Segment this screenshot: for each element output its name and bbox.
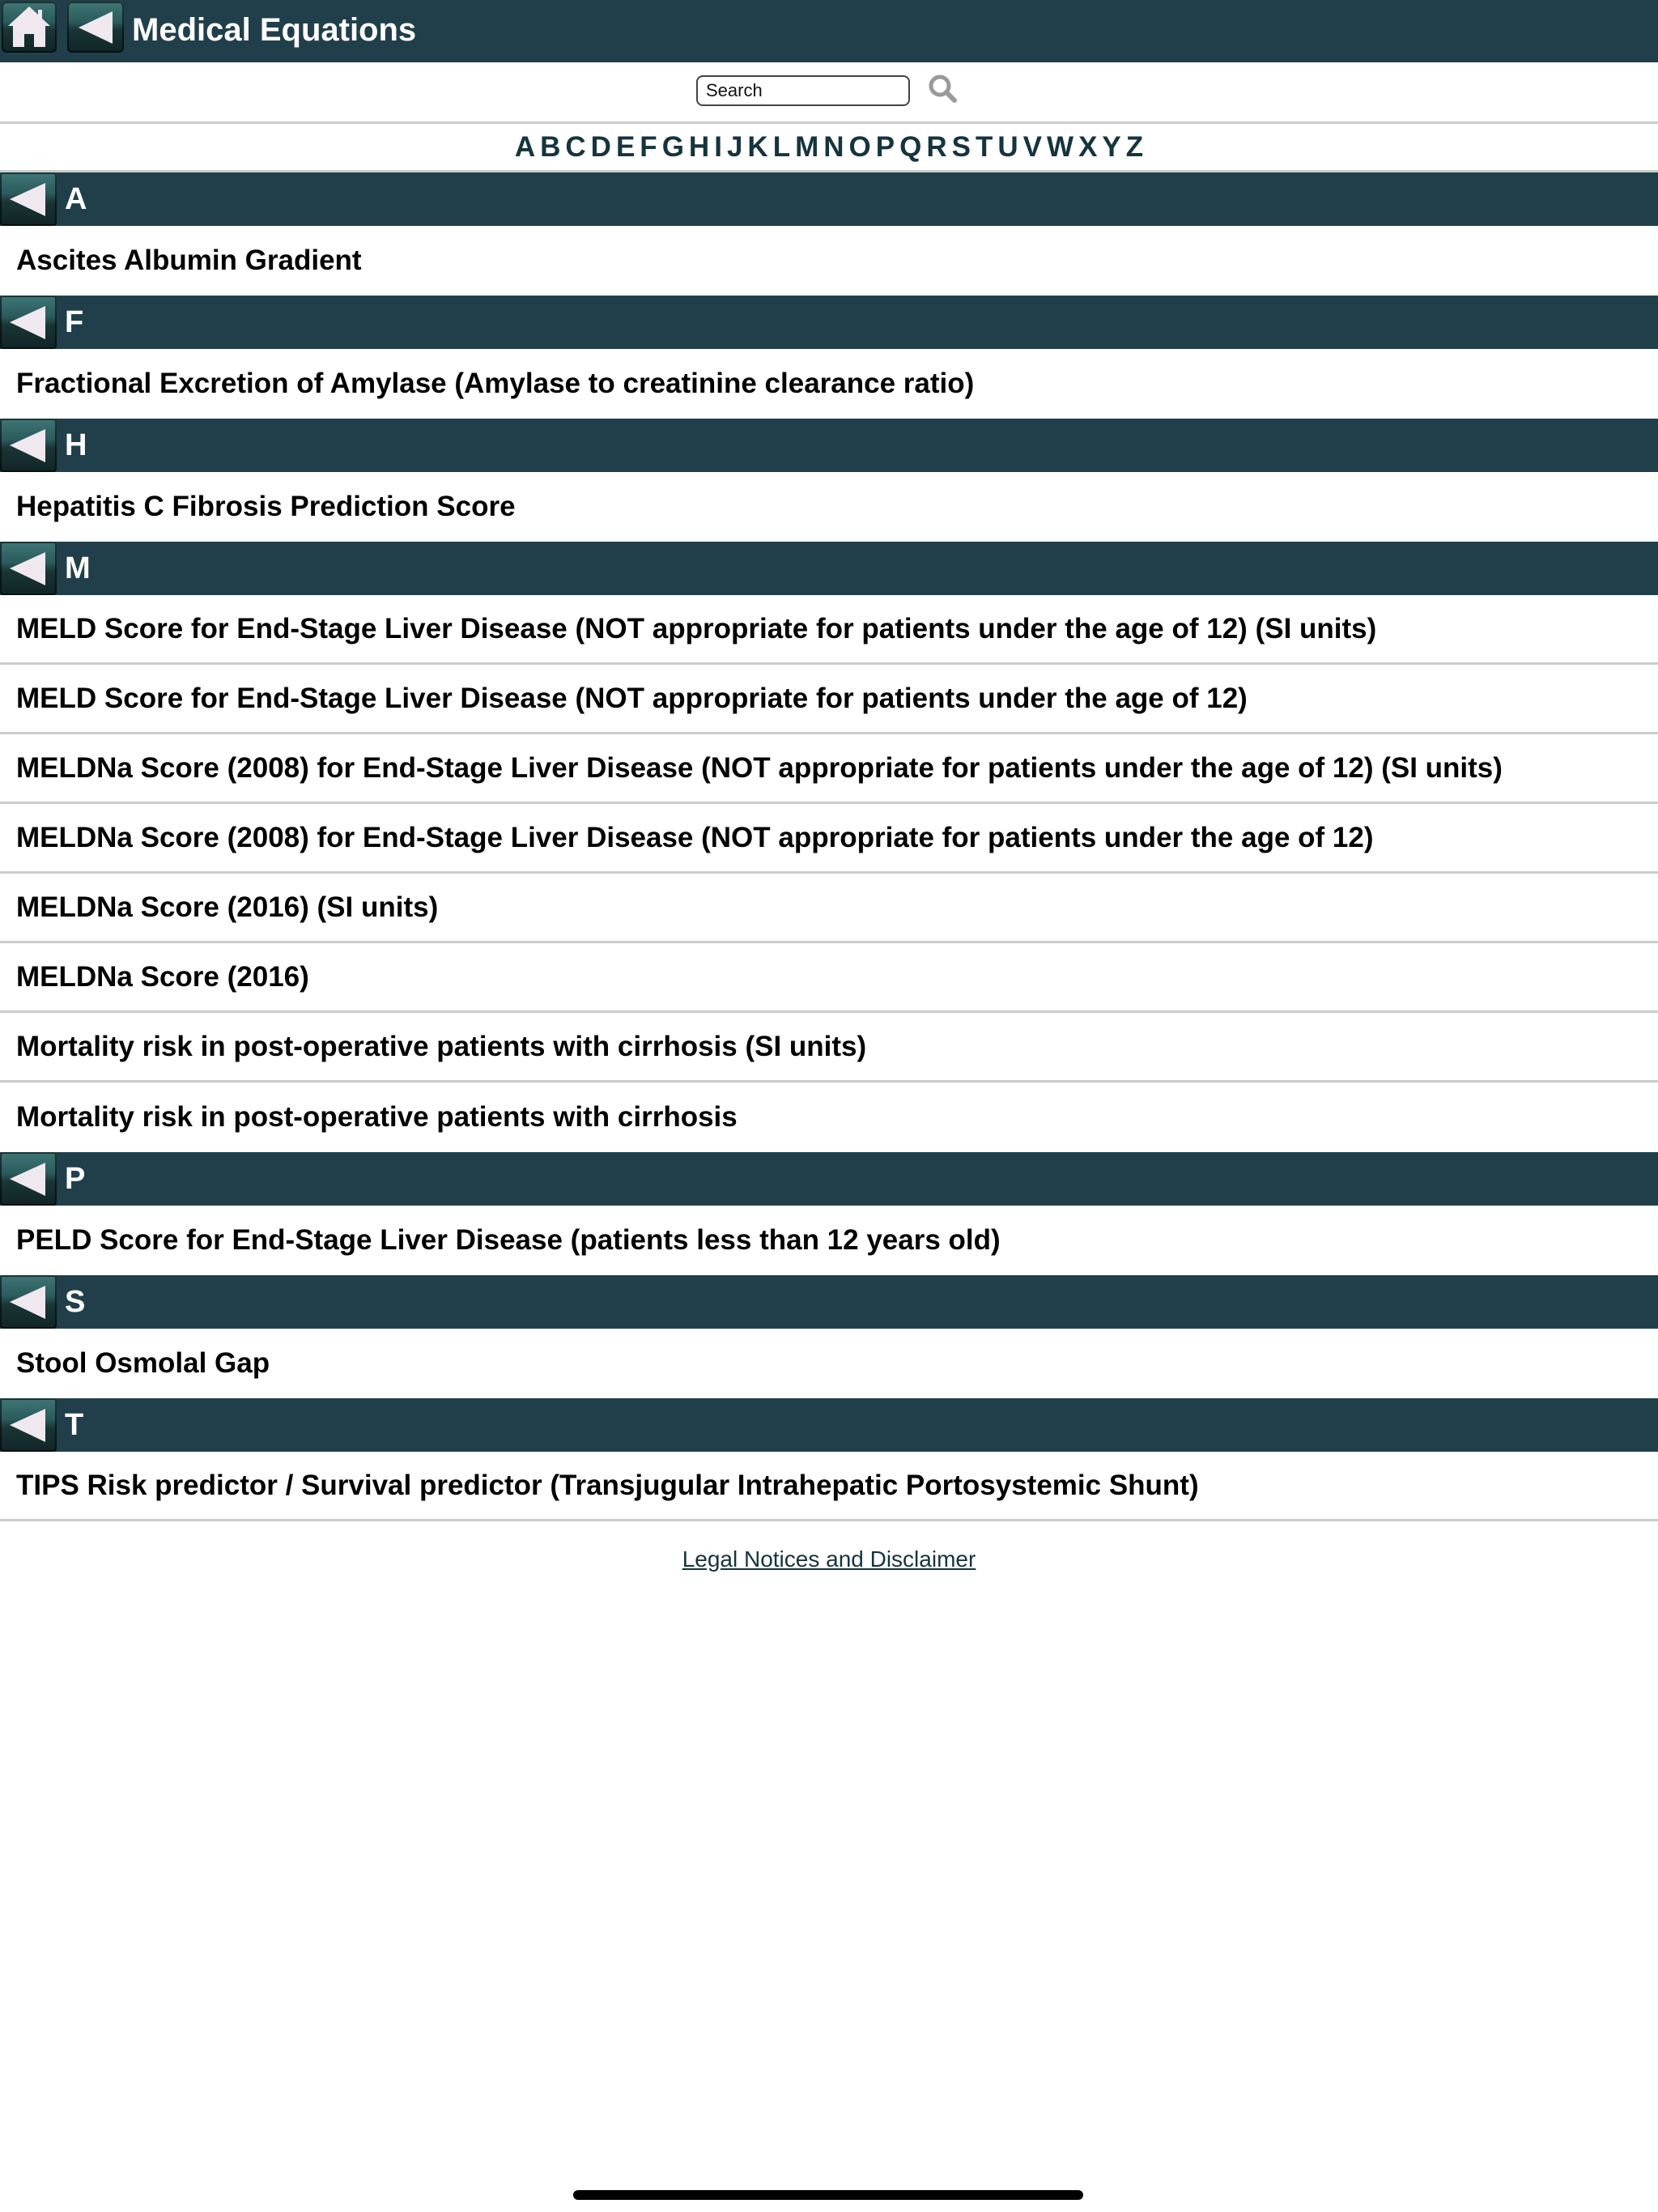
alphabet-index (0, 124, 1658, 172)
section-header-t (0, 1398, 1658, 1452)
alphabet-link-g[interactable]: G (661, 131, 684, 163)
back-arrow-icon (0, 172, 57, 226)
list-item-label: TIPS Risk predictor / Survival predictor (Transjugular Intrahepatic Portosystemic Shunt) (16, 1469, 1199, 1501)
section-back-button[interactable] (0, 296, 57, 349)
list-item-label: Hepatitis C Fibrosis Prediction Score (16, 491, 516, 522)
home-button[interactable] (2, 2, 57, 53)
list-item[interactable] (0, 472, 1658, 542)
section-header-h (0, 419, 1658, 472)
alphabet-link-h[interactable]: H (688, 131, 710, 163)
alphabet-link-t[interactable]: T (975, 131, 993, 163)
list-item[interactable] (0, 349, 1658, 419)
alphabet-link-n[interactable]: N (823, 131, 844, 163)
section-letter: T (65, 1408, 84, 1442)
list-item[interactable] (0, 226, 1658, 296)
back-arrow-icon (0, 296, 57, 349)
home-icon (2, 2, 57, 53)
section-back-button[interactable] (0, 172, 57, 226)
section-back-button[interactable] (0, 419, 57, 472)
alphabet-link-k[interactable]: K (747, 131, 768, 163)
list-item-label: Fractional Excretion of Amylase (Amylase to creatinine clearance ratio) (16, 368, 975, 399)
section-header-s (0, 1275, 1658, 1329)
alphabet-link-q[interactable]: Q (899, 131, 922, 163)
list-item-label: MELDNa Score (2016) (SI units) (16, 891, 439, 923)
section-header-m (0, 542, 1658, 595)
back-button[interactable] (67, 2, 124, 53)
alphabet-link-y[interactable]: Y (1102, 131, 1121, 163)
search-bar (0, 62, 1658, 124)
list-item[interactable] (0, 874, 1658, 943)
back-arrow-icon (67, 2, 124, 53)
list-item-label: Mortality risk in post-operative patients with cirrhosis (SI units) (16, 1030, 867, 1062)
alphabet-link-b[interactable]: B (540, 131, 561, 163)
list-item[interactable] (0, 943, 1658, 1013)
alphabet-link-c[interactable]: C (565, 131, 586, 163)
list-item[interactable] (0, 1206, 1658, 1275)
list-item[interactable] (0, 1329, 1658, 1398)
list-item-label: PELD Score for End-Stage Liver Disease (patients less than 12 years old) (16, 1224, 1001, 1256)
back-arrow-icon (0, 419, 57, 472)
alphabet-link-m[interactable]: M (795, 131, 819, 163)
list-item[interactable] (0, 804, 1658, 874)
search-button[interactable] (925, 71, 961, 107)
page-title: Medical Equations (132, 12, 417, 48)
alphabet-link-l[interactable]: L (772, 131, 791, 163)
section-letter: H (65, 428, 87, 462)
alphabet-link-r[interactable]: R (926, 131, 947, 163)
alphabet-link-s[interactable]: S (951, 131, 971, 163)
list-item[interactable] (0, 1013, 1658, 1083)
alphabet-link-x[interactable]: X (1078, 131, 1098, 163)
back-arrow-icon (0, 1398, 57, 1452)
list-item-label: MELDNa Score (2008) for End-Stage Liver Disease (NOT appropriate for patients under the age of 12) (SI units) (16, 751, 1503, 784)
list-item[interactable] (0, 1083, 1658, 1152)
home-indicator (573, 2190, 1083, 2200)
section-header-a (0, 172, 1658, 226)
back-arrow-icon (0, 542, 57, 595)
alphabet-link-w[interactable]: W (1047, 131, 1074, 163)
alphabet-link-i[interactable]: I (714, 131, 722, 163)
list-item-label: MELDNa Score (2016) (16, 960, 309, 993)
section-header-f (0, 296, 1658, 349)
list-item-label: MELD Score for End-Stage Liver Disease (NOT appropriate for patients under the age of 12) (SI units) (16, 612, 1377, 644)
alphabet-link-j[interactable]: J (726, 131, 743, 163)
list-item-label: MELD Score for End-Stage Liver Disease (NOT appropriate for patients under the age of 12) (16, 682, 1248, 714)
section-letter: S (65, 1285, 86, 1319)
alphabet-link-a[interactable]: A (514, 131, 536, 163)
search-icon (925, 71, 961, 107)
section-back-button[interactable] (0, 1275, 57, 1329)
alphabet-link-z[interactable]: Z (1125, 131, 1144, 163)
equation-list (0, 172, 1658, 1521)
list-item[interactable] (0, 665, 1658, 734)
section-back-button[interactable] (0, 1398, 57, 1452)
legal-notices-link[interactable]: Legal Notices and Disclaimer (682, 1546, 976, 1572)
section-back-button[interactable] (0, 1152, 57, 1206)
alphabet-link-u[interactable]: U (997, 131, 1018, 163)
section-letter: F (65, 305, 84, 339)
list-item-label: Mortality risk in post-operative patients with cirrhosis (16, 1101, 738, 1133)
alphabet-link-o[interactable]: O (848, 131, 871, 163)
list-item-label: Stool Osmolal Gap (16, 1347, 270, 1379)
list-item[interactable] (0, 734, 1658, 804)
alphabet-link-f[interactable]: F (640, 131, 657, 163)
list-item-label: Ascites Albumin Gradient (16, 245, 362, 276)
alphabet-link-d[interactable]: D (590, 131, 611, 163)
section-header-p (0, 1152, 1658, 1206)
section-letter: M (65, 551, 91, 585)
back-arrow-icon (0, 1275, 57, 1329)
alphabet-link-v[interactable]: V (1022, 131, 1043, 163)
search-input[interactable] (696, 75, 910, 106)
back-arrow-icon (0, 1152, 57, 1206)
alphabet-link-p[interactable]: P (875, 131, 895, 163)
section-letter: A (65, 182, 87, 216)
list-item[interactable] (0, 595, 1658, 665)
app-header (0, 0, 1658, 62)
alphabet-link-e[interactable]: E (615, 131, 636, 163)
section-letter: P (65, 1162, 86, 1196)
footer (0, 1546, 1658, 1572)
section-back-button[interactable] (0, 542, 57, 595)
list-item-label: MELDNa Score (2008) for End-Stage Liver Disease (NOT appropriate for patients under the age of 12) (16, 821, 1374, 853)
list-item[interactable] (0, 1452, 1658, 1521)
